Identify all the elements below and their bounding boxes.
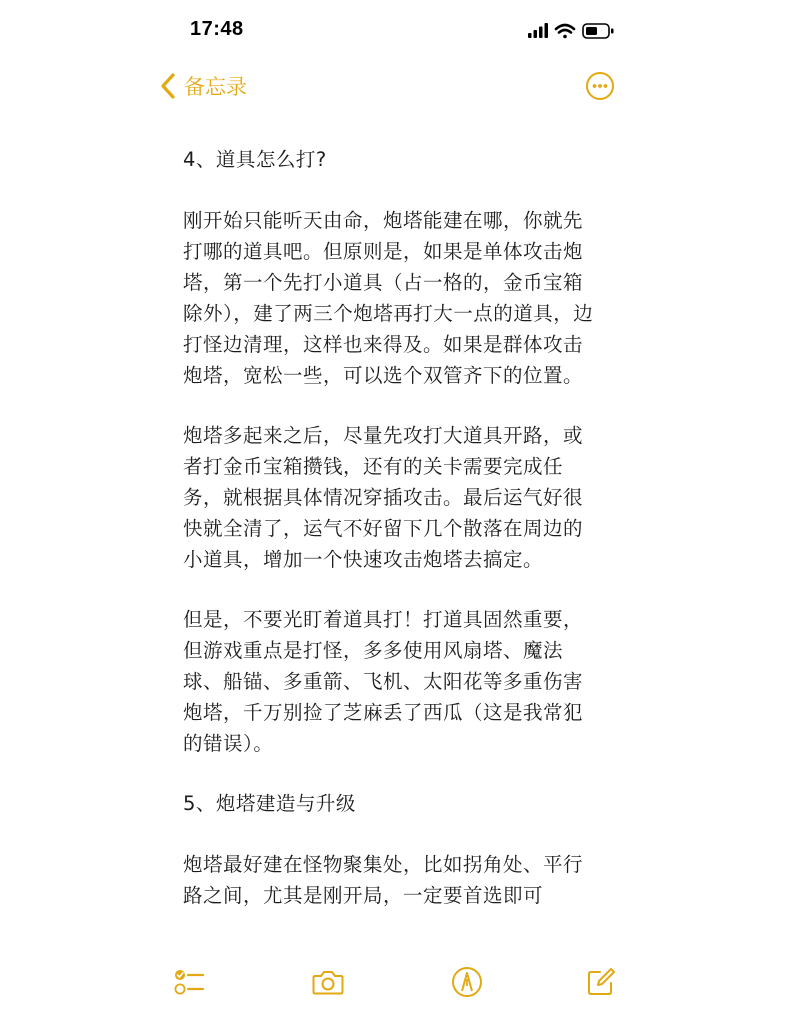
note-paragraph: 炮塔最好建在怪物聚集处，比如拐角处、平行路之间，尤其是刚开局，一定要首选即可: [183, 853, 584, 907]
note-body[interactable]: [183, 144, 599, 944]
camera-button[interactable]: [311, 965, 345, 999]
ellipsis-circle-icon: [585, 71, 615, 101]
status-bar: [0, 0, 788, 60]
note-paragraph: 刚开始只能听天由命，炮塔能建在哪，你就先打哪的道具吧。但原则是，如果是单体攻击炮塔，第一个先打小道具（占一格的，金币宝箱除外），建了两三个炮塔再打大一点的道具，边打怪边清理，这样也来得及。如果是群体攻击炮塔，宽松一些，可以选个双管齐下的位置。: [183, 209, 594, 387]
back-label: 备忘录: [184, 75, 247, 99]
wifi-icon: [556, 25, 574, 38]
bottom-toolbar: [0, 948, 788, 1021]
compose-button[interactable]: [584, 965, 618, 999]
note-paragraph: 但是，不要光盯着道具打！打道具固然重要，但游戏重点是打怪，多多使用风扇塔、魔法球、船锚、多重箭、飞机、太阳花等多重伤害炮塔，千万别捡了芝麻丢了西瓜（这是我常犯的错误）。: [183, 608, 584, 755]
compose-icon: [584, 965, 618, 999]
markup-button[interactable]: [450, 965, 484, 999]
note-heading-5: 5、炮塔建造与升级: [183, 792, 356, 815]
status-time: 17:48: [190, 18, 244, 40]
note-paragraph: 炮塔多起来之后，尽量先攻打大道具开路，或者打金币宝箱攒钱，还有的关卡需要完成任务，就根据具体情况穿插攻击。最后运气好很快就全清了，运气不好留下几个散落在周边的小道具，增加一个快速攻击炮塔去搞定。: [183, 424, 584, 571]
more-options-button[interactable]: [585, 71, 615, 101]
status-indicators-icon: [528, 20, 618, 42]
cellular-signal-icon: [528, 23, 548, 38]
back-button[interactable]: [160, 70, 247, 102]
battery-icon: [583, 24, 614, 38]
status-icons: [528, 20, 618, 42]
chevron-left-icon: [160, 72, 176, 100]
checklist-icon: [172, 965, 206, 999]
nav-bar: [0, 60, 788, 116]
note-heading-4: 4、道具怎么打?: [183, 148, 327, 171]
camera-icon: [311, 965, 345, 999]
markup-pen-icon: [450, 965, 484, 999]
checklist-button[interactable]: [172, 965, 206, 999]
